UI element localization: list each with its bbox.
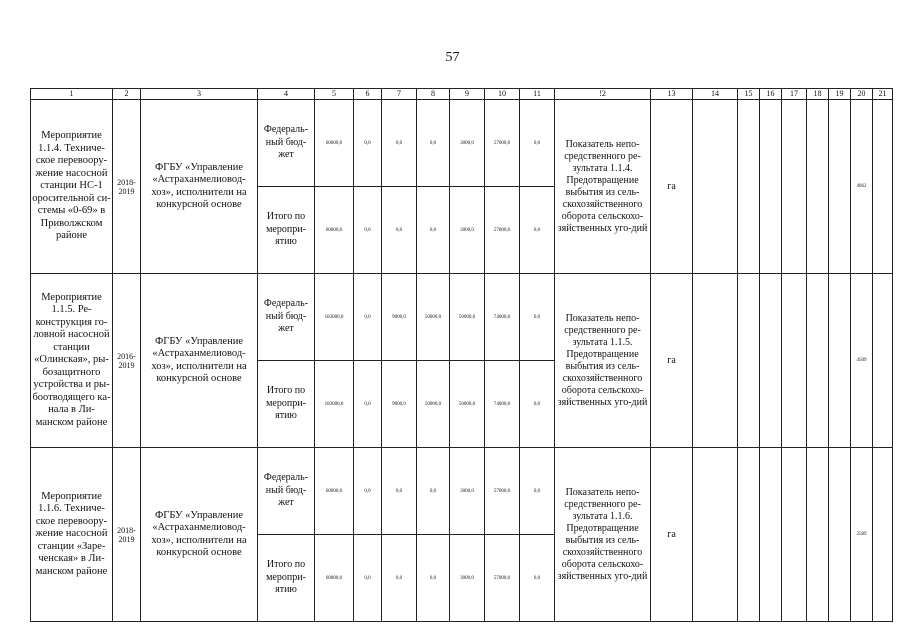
- value-cell: 0,0: [520, 100, 555, 187]
- col-header: !2: [555, 89, 651, 100]
- empty-cell: [738, 274, 760, 448]
- value-cell: 0,0: [520, 448, 555, 535]
- col-header: 21: [873, 89, 893, 100]
- indicator-text: Показатель непо-средственного ре-зультата 1.1.4. Предотвращение выбытия из сель-скохозяйственного оборота сельскохо-зяйственных уго-дий: [555, 100, 651, 274]
- value-cell: 0,0: [417, 448, 450, 535]
- funding-source: Итого по меропри-ятию: [258, 535, 315, 622]
- empty-cell: [738, 100, 760, 274]
- program-table: [30, 88, 893, 622]
- table-row: [31, 100, 893, 187]
- funding-source: Итого по меропри-ятию: [258, 187, 315, 274]
- empty-cell: [807, 448, 829, 622]
- value-cell: 50000,0: [417, 361, 450, 448]
- funding-source: Федераль-ный бюд-жет: [258, 100, 315, 187]
- unit-cell: га: [651, 100, 693, 274]
- value-cell: 0,0: [354, 187, 382, 274]
- value-cell: 0,0: [417, 187, 450, 274]
- empty-cell: [829, 100, 851, 274]
- value-cell: 0,0: [354, 448, 382, 535]
- col-header: 9: [450, 89, 485, 100]
- value-cell: 3000,0: [450, 100, 485, 187]
- col-header: 6: [354, 89, 382, 100]
- empty-cell: [782, 100, 807, 274]
- col-header: 1: [31, 89, 113, 100]
- empty-cell: [693, 100, 738, 274]
- col-header: 5: [315, 89, 354, 100]
- event-executor: ФГБУ «Управление «Астраханмелиовод-хоз», исполнители на конкурсной основе: [141, 100, 258, 274]
- table-row: [31, 274, 893, 361]
- value-cell: 0,0: [520, 187, 555, 274]
- col-header: 15: [738, 89, 760, 100]
- target-value: 2589: [851, 448, 873, 622]
- target-value: 4062: [851, 100, 873, 274]
- value-cell: 3000,0: [450, 187, 485, 274]
- col-header: 13: [651, 89, 693, 100]
- col-header: 8: [417, 89, 450, 100]
- value-cell: 50000,0: [450, 361, 485, 448]
- empty-cell: [873, 100, 893, 274]
- empty-cell: [829, 448, 851, 622]
- value-cell: 0,0: [417, 535, 450, 622]
- value-cell: 0,0: [354, 274, 382, 361]
- col-header: 20: [851, 89, 873, 100]
- value-cell: 0,0: [354, 535, 382, 622]
- col-header: 11: [520, 89, 555, 100]
- event-years: 2018-2019: [113, 100, 141, 274]
- indicator-text: Показатель непо-средственного ре-зультата 1.1.6. Предотвращение выбытия из сель-скохозяйственного оборота сельскохо-зяйственных уго-дий: [555, 448, 651, 622]
- value-cell: 57000,0: [485, 535, 520, 622]
- empty-cell: [693, 274, 738, 448]
- unit-cell: га: [651, 274, 693, 448]
- value-cell: 60000,0: [315, 535, 354, 622]
- funding-source: Федераль-ный бюд-жет: [258, 448, 315, 535]
- empty-cell: [693, 448, 738, 622]
- col-header: 14: [693, 89, 738, 100]
- value-cell: 0,0: [382, 535, 417, 622]
- value-cell: 0,0: [354, 100, 382, 187]
- page-number: 57: [445, 50, 460, 65]
- value-cell: 50000,0: [417, 274, 450, 361]
- col-header: 7: [382, 89, 417, 100]
- value-cell: 0,0: [520, 274, 555, 361]
- event-name: Мероприятие 1.1.5. Ре-конструкция го-ловной насосной станции «Олинская», ры-бозащитного устройства и ры-боотводящего ка-нала в Ли-манском районе: [31, 274, 113, 448]
- value-cell: 0,0: [382, 448, 417, 535]
- value-cell: 183000,0: [315, 274, 354, 361]
- empty-cell: [807, 274, 829, 448]
- empty-cell: [760, 448, 782, 622]
- value-cell: 183000,0: [315, 361, 354, 448]
- empty-cell: [829, 274, 851, 448]
- value-cell: 0,0: [382, 100, 417, 187]
- col-header: 3: [141, 89, 258, 100]
- value-cell: 3000,0: [450, 448, 485, 535]
- col-header: 16: [760, 89, 782, 100]
- event-name: Мероприятие 1.1.6. Техниче-ское перевоору-жение насосной станции «Заре-ченская» в Ли-манском районе: [31, 448, 113, 622]
- event-executor: ФГБУ «Управление «Астраханмелиовод-хоз», исполнители на конкурсной основе: [141, 448, 258, 622]
- empty-cell: [873, 274, 893, 448]
- value-cell: 0,0: [520, 361, 555, 448]
- col-header: 2: [113, 89, 141, 100]
- value-cell: 0,0: [417, 100, 450, 187]
- empty-cell: [738, 448, 760, 622]
- col-header: 4: [258, 89, 315, 100]
- empty-cell: [760, 274, 782, 448]
- col-header: 10: [485, 89, 520, 100]
- event-name: Мероприятие 1.1.4. Техниче-ское перевоору-жение насосной станции НС-1 оросительной си-стемы «0-69» в Приволжском районе: [31, 100, 113, 274]
- value-cell: 74000,0: [485, 274, 520, 361]
- value-cell: 74000,0: [485, 361, 520, 448]
- value-cell: 57000,0: [485, 448, 520, 535]
- value-cell: 0,0: [354, 361, 382, 448]
- target-value: 4509: [851, 274, 873, 448]
- event-years: 2018-2019: [113, 448, 141, 622]
- value-cell: 0,0: [382, 187, 417, 274]
- value-cell: 0,0: [520, 535, 555, 622]
- header-row: [31, 89, 893, 100]
- event-executor: ФГБУ «Управление «Астраханмелиовод-хоз», исполнители на конкурсной основе: [141, 274, 258, 448]
- table-row: [31, 448, 893, 535]
- event-years: 2016-2019: [113, 274, 141, 448]
- value-cell: 9000,0: [382, 361, 417, 448]
- col-header: 19: [829, 89, 851, 100]
- value-cell: 50000,0: [450, 274, 485, 361]
- empty-cell: [760, 100, 782, 274]
- funding-source: Итого по меропри-ятию: [258, 361, 315, 448]
- indicator-text: Показатель непо-средственного ре-зультата 1.1.5. Предотвращение выбытия из сель-скохозяйственного оборота сельскохо-зяйственных уго-дий: [555, 274, 651, 448]
- value-cell: 60000,0: [315, 187, 354, 274]
- empty-cell: [782, 274, 807, 448]
- empty-cell: [782, 448, 807, 622]
- col-header: 17: [782, 89, 807, 100]
- empty-cell: [807, 100, 829, 274]
- value-cell: 3000,0: [450, 535, 485, 622]
- value-cell: 57000,0: [485, 187, 520, 274]
- funding-source: Федераль-ный бюд-жет: [258, 274, 315, 361]
- value-cell: 60000,0: [315, 100, 354, 187]
- value-cell: 60000,0: [315, 448, 354, 535]
- empty-cell: [873, 448, 893, 622]
- value-cell: 9000,0: [382, 274, 417, 361]
- unit-cell: га: [651, 448, 693, 622]
- col-header: 18: [807, 89, 829, 100]
- value-cell: 57000,0: [485, 100, 520, 187]
